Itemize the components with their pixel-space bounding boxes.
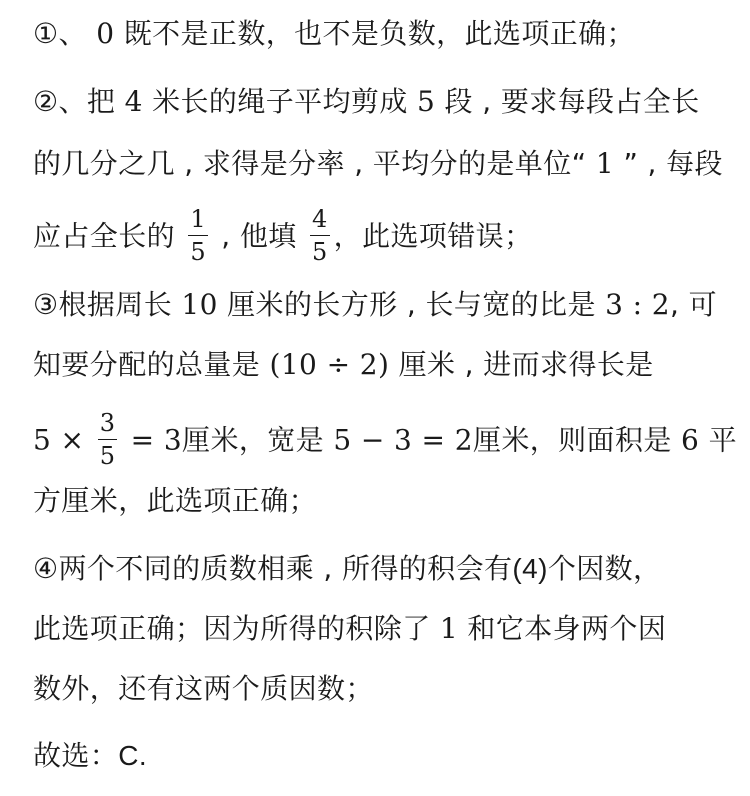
fraction-bar (98, 439, 118, 440)
text: ①、 (33, 17, 97, 50)
text: 应占全长的 (33, 219, 185, 253)
text: 米长的绳子平均剪成 (142, 85, 418, 118)
item-3-line-4 (33, 481, 317, 521)
text: 数外，还有这两个质因数； (33, 672, 374, 705)
fraction-bar (310, 235, 330, 236)
text: 平 (699, 423, 737, 457)
expression: 5 × (33, 423, 94, 457)
text: ，此选项错误； (333, 219, 533, 253)
text: 个因数， (547, 552, 662, 585)
text: ” , 每段 (623, 147, 723, 180)
fraction-one-fifth (188, 206, 208, 265)
item-4-line-3 (33, 669, 374, 709)
item-3-line-3 (33, 409, 737, 470)
expression: 5 − 3 = 2 (333, 423, 473, 457)
text: 段 , 要求每段占全长 (435, 85, 700, 118)
text: 厘米，宽是 (182, 423, 334, 457)
item-3-line-2 (33, 345, 654, 385)
text: , 他填 (211, 219, 306, 253)
ratio: 3 : 2 (605, 288, 671, 321)
text: 既不是正数，也不是负数，此选项正确； (114, 17, 635, 50)
text: ④两个不同的质数相乘 , 所得的积会有 (33, 552, 513, 585)
numerator: 3 (99, 409, 116, 437)
item-2-line-2 (33, 144, 723, 184)
text: 厘米，则面积是 (472, 423, 682, 457)
number: 4 (124, 85, 143, 118)
denominator: 5 (99, 442, 116, 470)
expression: (10 ÷ 2) (269, 348, 390, 381)
denominator: 5 (190, 238, 206, 266)
text: 厘米 , 进而求得长是 (389, 348, 654, 381)
item-4-line-1 (33, 549, 661, 589)
expression: (4) (512, 553, 548, 584)
denominator: 5 (312, 238, 328, 266)
expression: = 3 (121, 423, 183, 457)
text: , 可 (670, 288, 718, 321)
text: 故选： (33, 739, 119, 772)
text: 知要分配的总量是 (33, 348, 270, 381)
fraction-bar (188, 235, 208, 236)
numerator: 1 (190, 205, 206, 233)
number: 0 (96, 17, 115, 50)
item-4-line-2 (33, 609, 666, 649)
text: 厘米的长方形 , 长与宽的比是 (217, 288, 606, 321)
item-2-line-1 (33, 82, 700, 122)
text: ②、把 (33, 85, 125, 118)
number: 6 (681, 423, 700, 457)
text: 和它本身两个因 (458, 612, 667, 645)
answer-choice: C. (118, 740, 148, 771)
text: 方厘米，此选项正确； (33, 484, 318, 517)
number: 5 (417, 85, 436, 118)
answer-line (33, 736, 147, 776)
text: ③根据周长 (33, 288, 182, 321)
item-1-line (33, 14, 635, 54)
item-2-line-3 (33, 205, 533, 266)
fraction-three-fifths (98, 410, 118, 469)
fraction-four-fifths (310, 206, 330, 265)
number: 1 (586, 147, 624, 180)
number: 10 (181, 288, 218, 321)
text: 的几分之几 , 求得是分率 , 平均分的是单位“ (33, 147, 587, 180)
numerator: 4 (312, 205, 328, 233)
item-3-line-1 (33, 285, 717, 325)
number: 1 (439, 612, 459, 645)
text: 此选项正确；因为所得的积除了 (33, 612, 440, 645)
